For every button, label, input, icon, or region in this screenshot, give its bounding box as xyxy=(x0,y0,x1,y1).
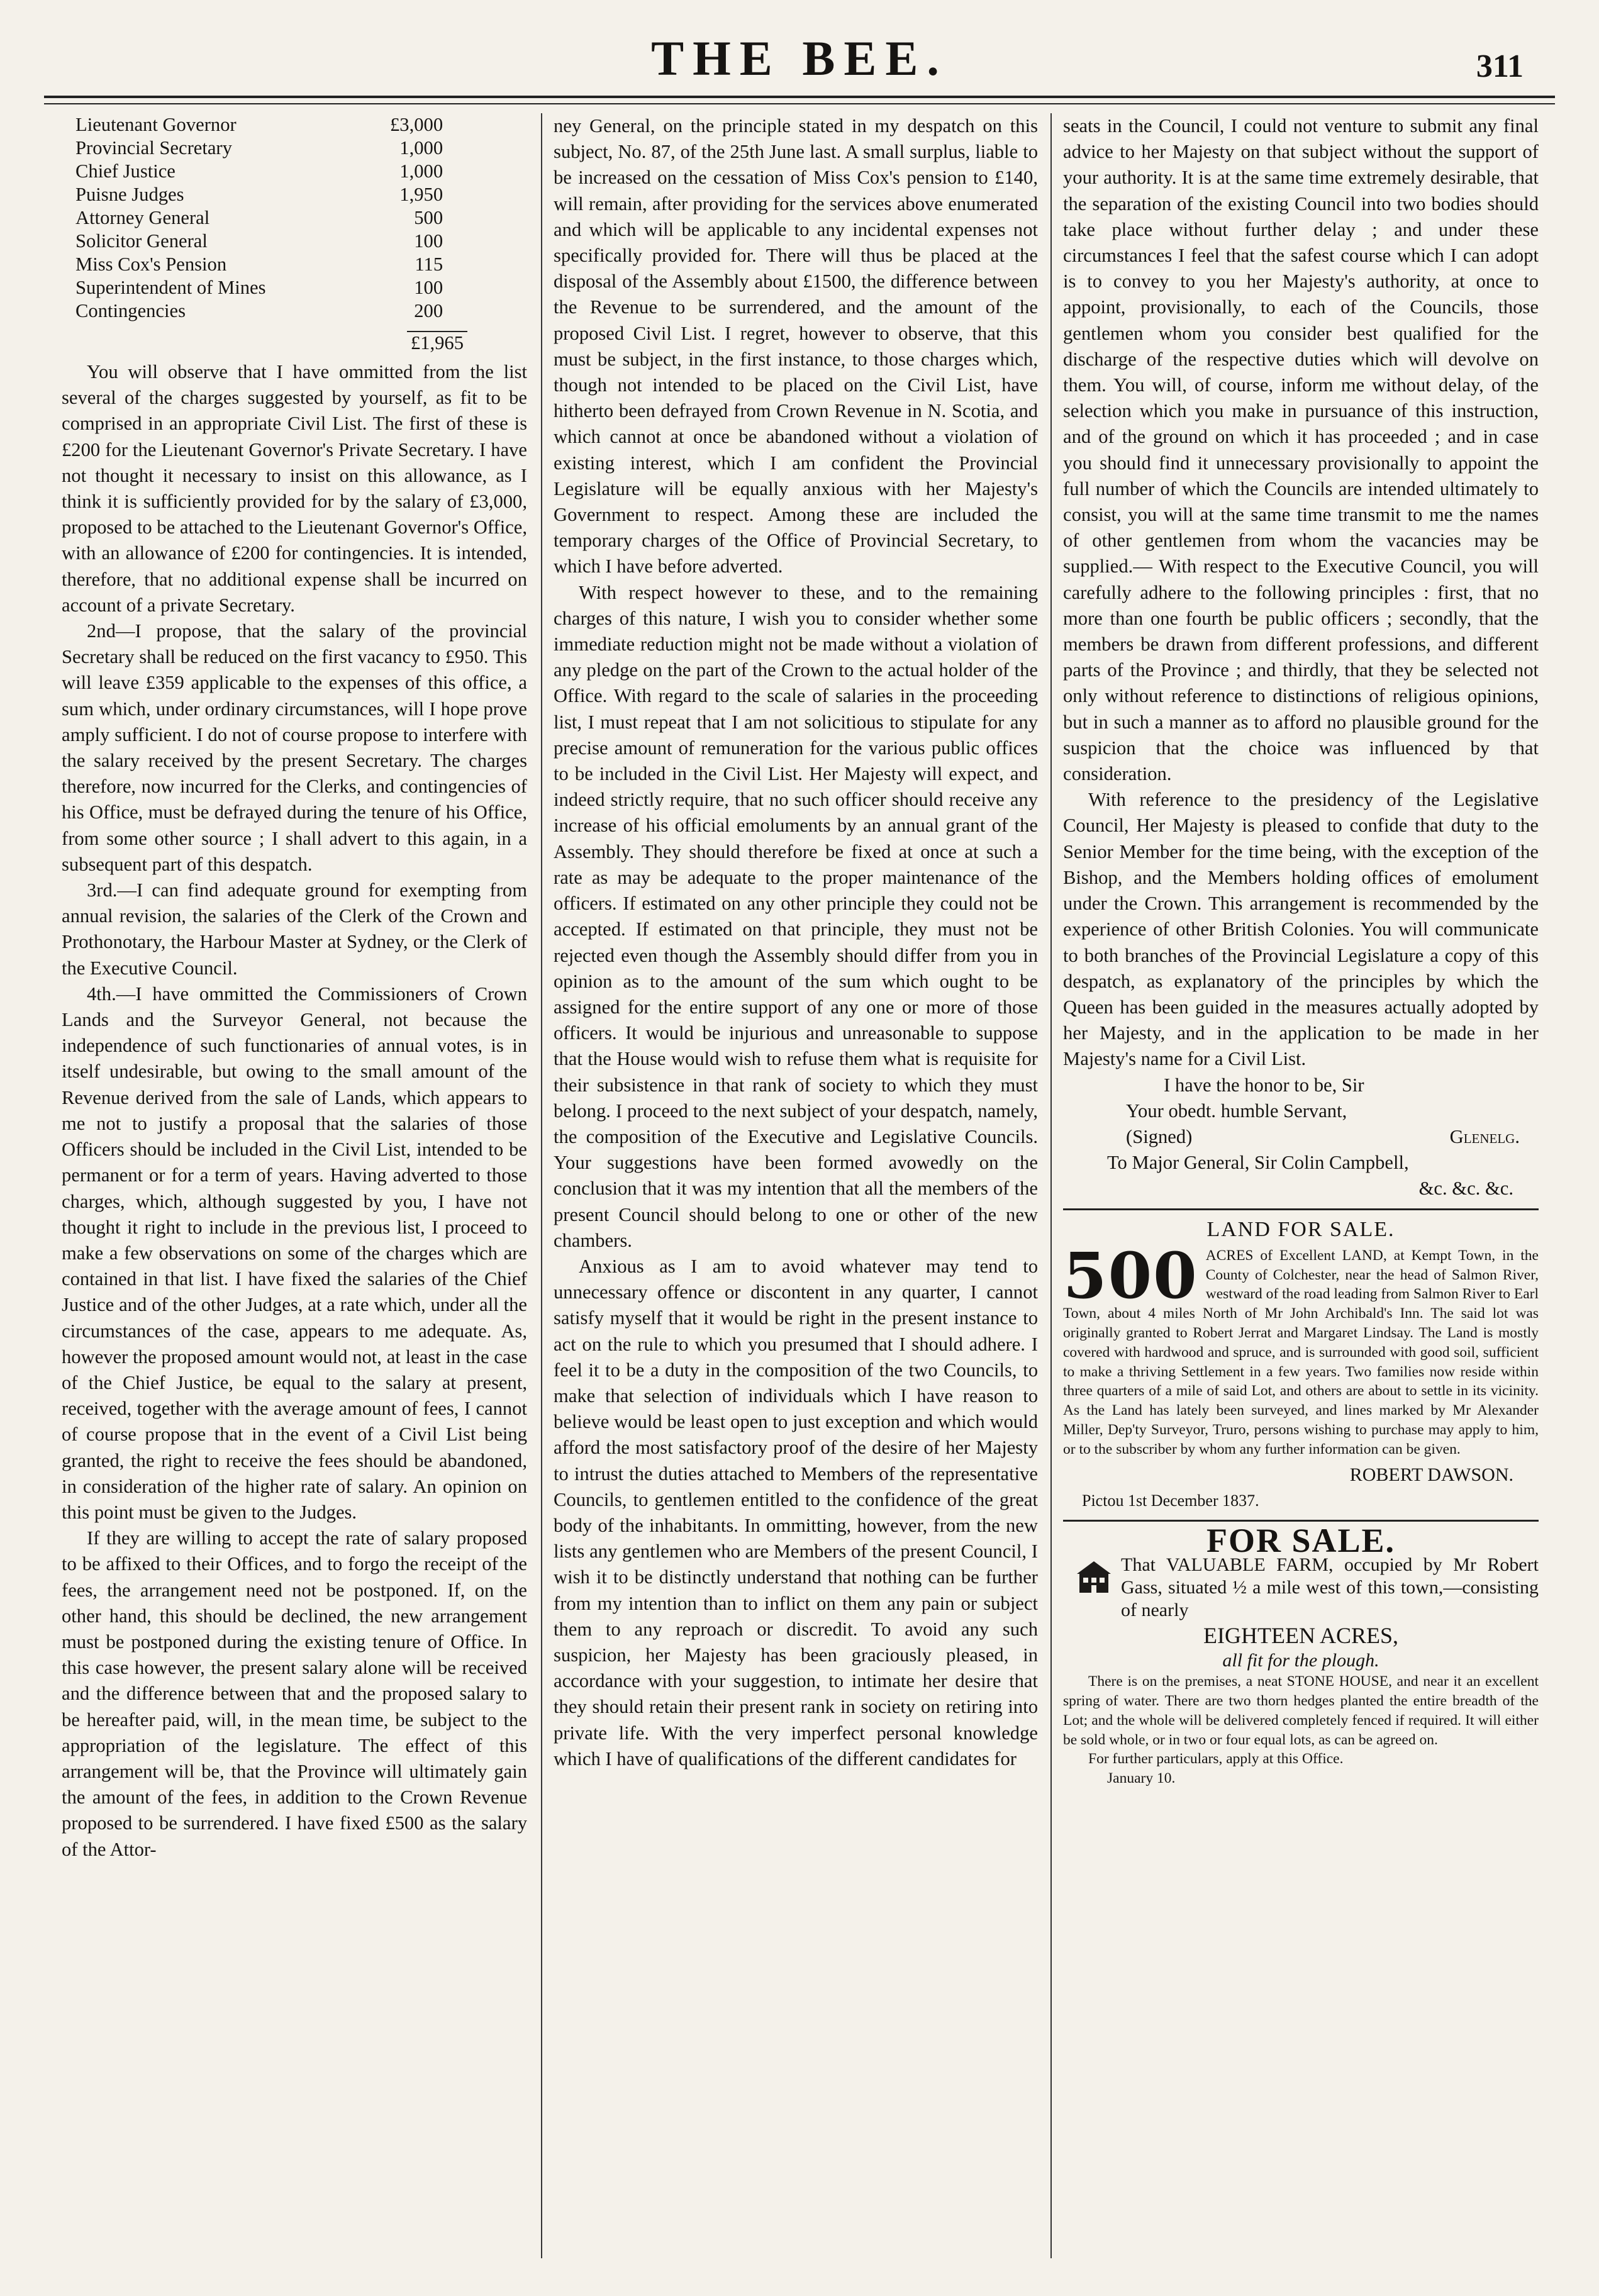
civil-list-amount: 100 xyxy=(414,277,443,298)
civil-list-item: Puisne Judges xyxy=(75,184,184,205)
signed-label: (Signed) xyxy=(1126,1125,1193,1147)
paragraph: You will observe that I have ommitted from the list several of the charges suggested by yourself, as fit to be comprised in an appropriate Civil List. The first of these is £200 for the Lieutenant Governor's Private Secretary. I have not thought it necessary to insist on this allowance, as I think it is sufficiently provided for by the salary of £3,000, proposed to be attached to the Lieutenant Governor's Office, with an allowance of £200 for contingencies. It is intended, therefore, that no additional expense shall be incurred on account of a private Secretary. xyxy=(62,361,527,616)
column-2 xyxy=(554,113,1038,2265)
civil-list-amount: £3,000 xyxy=(390,114,443,135)
civil-list-item: Lieutenant Governor xyxy=(75,114,237,135)
ad-date: Pictou 1st December 1837. xyxy=(1082,1491,1259,1510)
column-3 xyxy=(1063,113,1539,2265)
farm-ad-intro: That VALUABLE FARM, occupied by Mr Robert Gass, situated ½ a mile west of this town,—consisting of nearly xyxy=(1121,1554,1539,1621)
farm-acres: EIGHTEEN ACRES, xyxy=(1203,1623,1398,1649)
civil-list-item: Chief Justice xyxy=(75,160,176,182)
column-1 xyxy=(62,113,527,2265)
civil-list-item: Solicitor General xyxy=(75,230,208,252)
farm-ad-body: There is on the premises, a neat STONE HOUSE, and near it an excellent spring of water. There are two thorn hedges planted the entire breadth of the Lot; and the whole will be delivered completely fenced if required. It will either be sold whole, or in two or four equal lots, as can be agreed on. xyxy=(1063,1673,1539,1748)
paragraph: With respect however to these, and to the remaining charges of this nature, I wish you to consider whether some immediate reduction might not be made without a violation of any pledge on the part of the Crown to the actual holder of the Office. With regard to the scale of salaries in the proceeding list, I must repeat that I am not solicitious to stipulate for any precise amount of remuneration for the various public offices to be included in the Civil List. Her Majesty will expect, and indeed strictly require, that no such officer should receive any increase of his official emoluments by an annual grant of the Assembly. They should therefore be fixed at once at such a rate as may be adequate to the proper maintenance of the officers. If estimated on any other principle they could not be accepted. If estimated on that principle, they must not be rejected even though the Assembly should differ from you in opinion as to the amount of the sum which ought to be assigned for the entire support of any one or more of those officers. It would be injurious and unreasonable to suppose that the House would wish to refuse them what is requisite for their subsistence in that rank of society to which they must belong. I proceed to the next subject of your despatch, namely, the composition of the Executive and Legislative Councils. Your suggestions have been formed avowedly on the conclusion that it was my intention that all the members of the present Council should belong to one or other of the new chambers. xyxy=(554,581,1038,1251)
civil-list-total xyxy=(62,326,527,359)
civil-list-amount: 1,000 xyxy=(399,137,443,159)
masthead-rule xyxy=(44,96,1555,104)
civil-list-item: Attorney General xyxy=(75,207,210,228)
table-row xyxy=(75,113,443,137)
farm-ad-date: January 10. xyxy=(1107,1770,1176,1787)
table-row xyxy=(75,160,443,183)
addressee-line: To Major General, Sir Colin Campbell, xyxy=(1107,1152,1409,1174)
civil-list-amount: 500 xyxy=(414,207,443,228)
addressee-etc: &c. &c. &c. xyxy=(1418,1178,1513,1200)
table-row xyxy=(75,206,443,230)
ad-divider xyxy=(1063,1208,1539,1210)
ad-heading-for-sale: FOR SALE. xyxy=(1206,1521,1396,1559)
civil-list-amount: 100 xyxy=(414,230,443,252)
paragraph: seats in the Council, I could not venture to submit any final advice to her Majesty on that subject without the support of your authority. It is at the same time extremely desirable, that the separation of the existing Council into two bodies should take place without further delay ; and under these circumstances I feel that the safest course which I can adopt is to convey to you her Majesty's authority, at once to appoint, provisionally, to each of the Councils, those gentlemen whom you consider best qualified for the discharge of the respective duties which will devolve on them. You will, of course, inform me without delay, of the selection which you make in pursuance of this instruction, and of the ground on which it has proceeded ; and in case you should find it unnecessary provisionally to appoint the full number of which the Councils are intended ultimately to consist, you will at the same time transmit to me the names of other gentlemen from whom the vacancies may be supplied.— With respect to the Executive Council, you will carefully adhere to the following principles : first, that no more than one fourth be public officers ; secondly, that the members be drawn from different professions, and different parts of the Province ; and thirdly, that they be selected not only without reference to distinctions of religious opinions, but in such a manner as to afford no plausible ground for the suspicion that the choice was influenced by that consideration. xyxy=(1063,115,1539,785)
table-row xyxy=(75,230,443,253)
letter-closing: I have the honor to be, Sir xyxy=(1164,1074,1364,1096)
masthead xyxy=(0,0,1599,94)
paragraph: 2nd—I propose, that the salary of the provincial Secretary shall be reduced on the first vacancy to £950. This will leave £359 applicable to the expenses of this office, a sum which, under ordinary circumstances, will I hope prove amply sufficient. I do not of course propose to interfere with the salary received by the present Secretary. The charges therefore, now incurred for the Clerks, and contingencies of his Office, must be defrayed during the tenure of his Office, from some other source ; I shall advert to this again, in a subsequent part of this despatch. xyxy=(62,620,527,875)
civil-list-amount: 1,950 xyxy=(399,184,443,205)
paragraph: With reference to the presidency of the Legislative Council, Her Majesty is pleased to confide that duty to the Senior Member for the time being, with the exception of the Bishop, and the Members holding offices of emolument under the Crown. This arrangement is recommended by the experience of other British Colonies. You will communicate to both branches of the Provincial Legislature a copy of this despatch, as explanatory of the principles by which the Queen has been guided in the measures actually adopted by her Majesty, and in the application to be made in her Majesty's name for a Civil List. xyxy=(1063,789,1539,1070)
table-row xyxy=(75,183,443,206)
civil-list-amount: 1,000 xyxy=(399,160,443,182)
farm-ad-contact: For further particulars, apply at this Office. xyxy=(1088,1751,1344,1768)
total-amount: £1,965 xyxy=(407,331,467,354)
table-row xyxy=(75,276,443,299)
house-icon xyxy=(1074,1559,1113,1601)
civil-list-item: Superintendent of Mines xyxy=(75,277,266,298)
civil-list-item: Provincial Secretary xyxy=(75,137,232,159)
table-row xyxy=(75,137,443,160)
civil-list-amount: 115 xyxy=(415,254,443,275)
ad-big-number: 500 xyxy=(1063,1238,1198,1313)
letter-servant-line: Your obedt. humble Servant, xyxy=(1126,1100,1347,1122)
farm-subtitle: all fit for the plough. xyxy=(1222,1650,1379,1671)
paragraph: 4th.—I have ommitted the Commissioners of Crown Lands and the Surveyor General, not because the independence of such functionaries of annual votes, is in itself undesirable, but owing to the small amount of the Revenue derived from the sale of Lands, which appears to me not to justify a proposal that the salaries of those Officers should be included in the Civil List, intended to be permanent or for a term of years. Having adverted to those charges, which, although suggested by you, I have not thought it right to include in the previous list, I proceed to make a few observations on some of the charges which are contained in that list. I have fixed the salaries of the Chief Justice and of the other Judges, at a rate which, under all the circumstances of the case, appears to me adequate. As, however the proposed amount would not, at least in the case of the Chief Justice, be equal to the salary at present, received, together with the average amount of fees, I cannot of course propose that in the event of a Civil List being granted, the right to receive the fees should be abandoned, in consideration of the higher rate of salary. An opinion on this point must be given to the Judges. xyxy=(62,983,527,1523)
land-ad-text: ACRES of Excellent LAND, at Kempt Town, in the County of Colchester, near the head of Salmon River, westward of the road leading from Salmon River to Earl Town, about 4 miles North of Mr John Archibald's Inn. The said lot was originally granted to Robert Jerrat and Margaret Lindsay. The Land is mostly covered with hardwood and spruce, and is surrounded with good soil, sufficient to make a thriving Settlement in a few years. Two families now reside within three quarters of a mile of said Lot, and others are about to settle in its vicinity. As the Land has lately been surveyed, and lines marked by Mr Alexander Miller, Dep'ty Surveyor, Truro, persons wishing to purchase may apply to him, or to the subscriber by whom any further information can be given. xyxy=(1063,1247,1539,1457)
paragraph: If they are willing to accept the rate of salary proposed to be affixed to their Offices, and to forgo the receipt of the fees, the arrangement need not be postponed. If, on the other hand, this should be declined, the new arrangement must be postponed during the existing tenure of Office. In this case however, the present salary alone will be received and the difference between that and the proposed salary to be hereafter paid, will, in the mean time, be subject to the appropriation of the legislature. The effect of this arrangement will be, that the Province will ultimately gain the amount of the fees, in addition to the Crown Revenue proposed to be surrendered. I have fixed £500 as the salary of the Attor- xyxy=(62,1527,527,1860)
signature-line xyxy=(1063,1124,1539,1150)
signatory-name: Glenelg. xyxy=(1449,1125,1520,1147)
civil-list-table xyxy=(75,113,443,323)
paragraph: ney General, on the principle stated in my despatch on this subject, No. 87, of the 25th June last. A small surplus, liable to be increased on the cessation of Miss Cox's pension to £140, will remain, after providing for the services above enumerated and which will be applicable to any incidental expenses not specifically provided for. There will thus be placed at the disposal of the Assembly about £1500, the difference between the Revenue to be surrendered, and the amount of the proposed Civil List. I regret, however to observe, that this must be subject, in the first instance, to those charges which, though not intended to be placed on the Civil List, have hitherto been defrayed from Crown Revenue in N. Scotia, and which cannot at once be abandoned without a violation of existing interest, which I am confident the Provincial Legislature will be equally anxious with her Majesty's Government to respect. Among these are included the temporary charges of the Office of Provincial Secretary, to which I have before adverted. xyxy=(554,115,1038,577)
civil-list-item: Contingencies xyxy=(75,300,186,321)
paragraph: 3rd.—I can find adequate ground for exempting from annual revision, the salaries of the Clerk of the Crown and Prothonotary, the Harbour Master at Sydney, or the Clerk of the Executive Council. xyxy=(62,879,527,979)
ad-heading-land: LAND FOR SALE. xyxy=(1206,1217,1395,1241)
paragraph: Anxious as I am to avoid whatever may tend to unnecessary offence or discontent in any quarter, I cannot satisfy myself that it would be right in the present instance to act on the rule to which you presumed that I should adhere. I feel it to be a duty in the composition of the two Councils, to make that selection of individuals which I have reason to believe would be least open to just exception and which would afford the most satisfactory proof of the desire of her Majesty to intrust the duties attached to Members of the representative Councils, to gentlemen entitled to the confidence of the great body of the inhabitants. In ommitting, however, from the new lists any gentlemen who are Members of the present Council, I wish it to be distinctly understand that nothing can be further from my intention than to inflict on them any pain or subject them to any reproach or discredit. To avoid any such suspicion, her Majesty has been graciously pleased, in accordance with your suggestion, to intimate her desire that they should retain their present rank in society on retiring into private life. With the very imperfect personal knowledge which I have of qualifications of the different candidates for xyxy=(554,1255,1038,1769)
civil-list-item: Miss Cox's Pension xyxy=(75,254,227,275)
column-divider xyxy=(541,113,542,2258)
newspaper-title: THE BEE. xyxy=(651,31,948,86)
farm-ad-intro-block xyxy=(1063,1554,1539,1622)
civil-list-amount: 200 xyxy=(414,300,443,321)
ad-signer: ROBERT DAWSON. xyxy=(1349,1464,1513,1485)
land-ad-body xyxy=(1063,1238,1539,1459)
column-divider xyxy=(1050,113,1052,2258)
table-row xyxy=(75,299,443,323)
table-row xyxy=(75,253,443,276)
page-number: 311 xyxy=(1476,48,1524,84)
